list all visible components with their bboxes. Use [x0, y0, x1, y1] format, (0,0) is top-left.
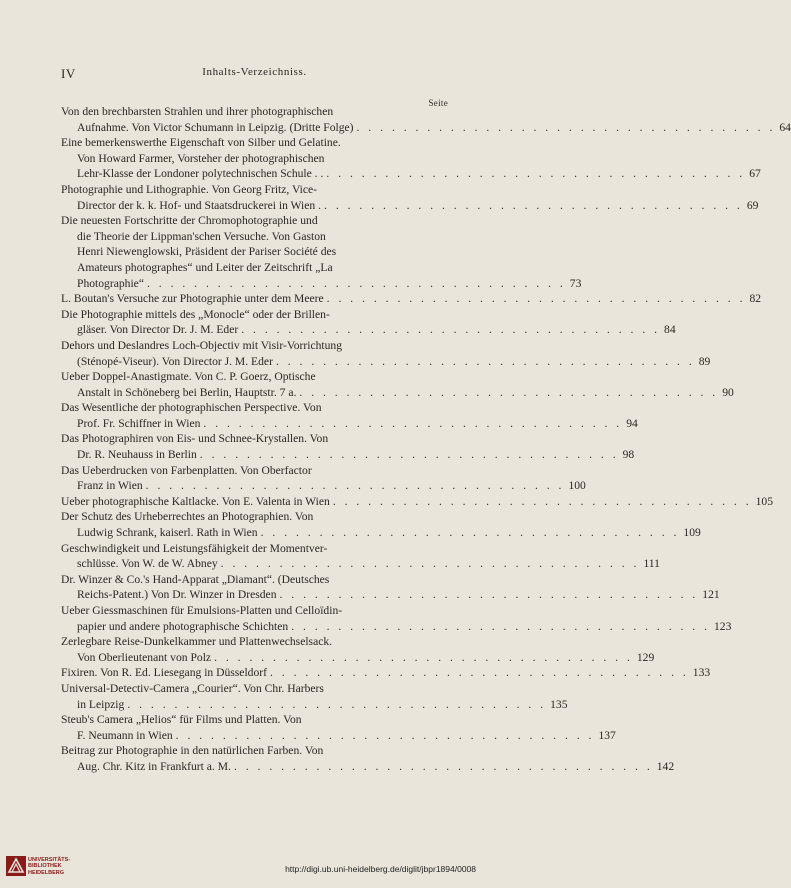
toc-entry — [61, 135, 761, 182]
toc-entry — [61, 541, 660, 572]
toc-page-number: 82 — [749, 292, 762, 306]
toc-entry-line: Die neuesten Fortschritte der Chromophotographie und — [61, 214, 318, 228]
toc-entry-line: Ueber Doppel-Anastigmate. Von C. P. Goerz, Optische — [61, 370, 316, 384]
toc-entry-text: in Leipzig — [77, 697, 125, 711]
toc-entry-text: Reichs-Patent.) Von Dr. Winzer in Dresden — [77, 588, 277, 602]
page-number: IV — [61, 66, 76, 81]
toc-entry — [61, 400, 638, 431]
toc-page-number: 90 — [722, 385, 734, 399]
toc-entry-last-line — [61, 556, 660, 572]
toc-entry — [61, 213, 582, 291]
toc-entry-text: Fixiren. Von R. Ed. Liesegang in Düsseldorf — [61, 666, 267, 680]
library-name-line: HEIDELBERG — [28, 869, 65, 876]
toc-entry — [61, 712, 616, 743]
toc-entry-last-line — [61, 291, 762, 307]
dot-leader: . . . . . . . . . . . . . . . . . . . . . . . . . . . . . . . . . . . . — [299, 385, 719, 399]
dot-leader: . . . . . . . . . . . . . . . . . . . . . . . . . . . . . . . . . . . . — [127, 697, 547, 711]
library-name — [28, 857, 70, 876]
toc-page-number: 94 — [626, 416, 638, 430]
toc-page-number: 105 — [755, 494, 773, 508]
library-name-line: UNIVERSITÄTS- — [28, 857, 71, 863]
toc-entry-last-line — [61, 650, 655, 666]
toc-entry-last-line — [61, 478, 586, 494]
toc-page-number: 135 — [550, 697, 568, 711]
toc-page-number: 137 — [598, 728, 616, 742]
page-column-label: Seite — [428, 98, 448, 108]
toc-entry-last-line — [61, 494, 773, 510]
toc-entry-text: Photographie“ — [77, 276, 144, 290]
toc-entry-line: Photographie und Lithographie. Von Georg Fritz, Vice- — [61, 182, 318, 196]
toc-entry-last-line — [61, 447, 635, 463]
toc-page-number: 133 — [692, 666, 711, 680]
toc-entry-last-line — [61, 198, 759, 214]
toc-entry-line: Dehors und Deslandres Loch-Objectiv mit Visir-Vorrichtung — [61, 338, 343, 352]
toc-page-number: 142 — [656, 759, 675, 773]
toc-page-number: 100 — [568, 479, 586, 493]
toc-entry-text: L. Boutan's Versuche zur Photographie unter dem Meere — [61, 292, 324, 306]
toc-page-number: 84 — [664, 323, 676, 337]
toc-entry — [61, 603, 732, 634]
toc-entry-last-line — [61, 619, 732, 635]
toc-entry-text: (Sténopé-Viseur). Von Director J. M. Eder — [77, 354, 273, 368]
toc-entry-last-line — [61, 759, 675, 775]
page-header — [61, 66, 448, 82]
toc-page-number: 129 — [636, 650, 655, 664]
dot-leader: . . . . . . . . . . . . . . . . . . . . . . . . . . . . . . . . . . . . — [175, 728, 595, 742]
toc-entry-line: Ueber Giessmaschinen für Emulsions-Platten und Celloïdin- — [61, 604, 343, 617]
toc-entry-last-line — [61, 276, 582, 292]
dot-leader: . . . . . . . . . . . . . . . . . . . . . . . . . . . . . . . . . . . . — [270, 666, 689, 680]
dot-leader: . . . . . . . . . . . . . . . . . . . . . . . . . . . . . . . . . . . . — [324, 198, 743, 212]
table-of-contents — [61, 104, 791, 775]
toc-entry-line: Das Wesentliche der photographischen Perspective. Von — [61, 401, 322, 415]
dot-leader: . . . . . . . . . . . . . . . . . . . . . . . . . . . . . . . . . . . . — [279, 588, 699, 602]
toc-entry-line: Beitrag zur Photographie in den natürlichen Farben. Von — [61, 744, 324, 758]
dot-leader: . . . . . . . . . . . . . . . . . . . . . . . . . . . . . . . . . . . . — [199, 448, 619, 462]
toc-entry-line: Von den brechbarsten Strahlen und ihrer photographischen — [61, 105, 334, 118]
source-url-link[interactable]: http://digi.ub.uni-heidelberg.de/diglit/jbpr1894/0008 — [285, 864, 476, 874]
dot-leader: . . . . . . . . . . . . . . . . . . . . . . . . . . . . . . . . . . . . — [326, 292, 746, 306]
toc-entry — [61, 431, 635, 462]
dot-leader: . . . . . . . . . . . . . . . . . . . . . . . . . . . . . . . . . . . . — [356, 120, 776, 134]
toc-entry-line: Universal-Detectiv-Camera „Courier“. Von Chr. Harbers — [61, 681, 324, 695]
toc-entry — [61, 665, 711, 681]
dot-leader: . . . . . . . . . . . . . . . . . . . . . . . . . . . . . . . . . . . . — [214, 650, 633, 664]
dot-leader: . . . . . . . . . . . . . . . . . . . . . . . . . . . . . . . . . . . . — [326, 167, 746, 181]
toc-entry — [61, 681, 568, 712]
toc-entry-line: die Theorie der Lippman'schen Versuche. Von Gaston — [77, 229, 326, 243]
toc-entry — [61, 104, 791, 135]
toc-entry — [61, 572, 720, 603]
dot-leader: . . . . . . . . . . . . . . . . . . . . . . . . . . . . . . . . . . . . — [145, 479, 565, 493]
toc-entry — [61, 182, 759, 213]
dot-leader: . . . . . . . . . . . . . . . . . . . . . . . . . . . . . . . . . . . . — [146, 276, 566, 290]
toc-entry-last-line — [61, 120, 791, 136]
dot-leader: . . . . . . . . . . . . . . . . . . . . . . . . . . . . . . . . . . . . — [203, 416, 623, 430]
toc-entry-text: Prof. Fr. Schiffner in Wien — [77, 416, 201, 430]
university-seal-icon — [6, 856, 26, 876]
toc-entry — [61, 634, 655, 665]
toc-page-number: 109 — [683, 526, 701, 540]
toc-entry-last-line — [61, 697, 568, 713]
toc-entry-last-line — [61, 416, 638, 432]
toc-entry — [61, 463, 586, 494]
dot-leader: . . . . . . . . . . . . . . . . . . . . . . . . . . . . . . . . . . . . — [241, 323, 661, 337]
toc-entry-last-line — [61, 525, 701, 541]
toc-entry-line: Dr. Winzer & Co.'s Hand-Apparat „Diamant“. (Deutsches — [61, 572, 330, 586]
toc-entry — [61, 509, 701, 540]
toc-entry-text: Lehr-Klasse der Londoner polytechnischen Schule . . — [77, 167, 324, 181]
toc-entry-text: Ueber photographische Kaltlacke. Von E. Valenta in Wien — [61, 494, 330, 508]
toc-entry-line: Die Photographie mittels des „Monocle“ oder der Brillen- — [61, 307, 330, 321]
toc-entry-text: Ludwig Schrank, kaiserl. Rath in Wien — [77, 526, 258, 540]
toc-entry-text: Von Oberlieutenant von Polz — [77, 650, 212, 664]
toc-page-number: 64 — [779, 120, 791, 134]
toc-entry-text: Franz in Wien — [77, 479, 143, 493]
toc-entry-text: papier und andere photographische Schichten — [77, 619, 289, 633]
toc-entry — [61, 743, 675, 774]
toc-entry-text: schlüsse. Von W. de W. Abney — [77, 557, 218, 571]
toc-page-number: 69 — [746, 198, 759, 212]
toc-entry-last-line — [61, 728, 616, 744]
toc-entry-line: Zerlegbare Reise-Dunkelkammer und Plattenwechselsack. — [61, 635, 333, 649]
toc-entry-last-line — [61, 354, 711, 370]
toc-entry-text: Aug. Chr. Kitz in Frankfurt a. M. — [77, 759, 231, 773]
toc-entry-last-line — [61, 322, 676, 338]
library-logo — [6, 856, 84, 878]
toc-entry — [61, 494, 773, 510]
toc-page-number: 89 — [698, 354, 711, 368]
toc-entry-text: Anstalt in Schöneberg bei Berlin, Hauptstr. 7 a. — [77, 385, 297, 399]
toc-entry-text: F. Neumann in Wien — [77, 728, 173, 742]
dot-leader: . . . . . . . . . . . . . . . . . . . . . . . . . . . . . . . . . . . . — [332, 494, 752, 508]
toc-entry-line: Eine bemerkenswerthe Eigenschaft von Silber und Gelatine. — [61, 136, 341, 150]
dot-leader: . . . . . . . . . . . . . . . . . . . . . . . . . . . . . . . . . . . . — [275, 354, 695, 368]
page-footer — [0, 854, 482, 888]
toc-entry-line: Von Howard Farmer, Vorsteher der photographischen — [77, 151, 325, 165]
toc-entry-last-line — [61, 166, 761, 182]
running-title: Inhalts-Verzeichniss. — [202, 66, 307, 78]
toc-page-number: 67 — [749, 167, 761, 181]
toc-entry-line: Henri Niewenglowski, Präsident der Pariser Société des — [77, 245, 337, 259]
toc-entry-text: gläser. Von Director Dr. J. M. Eder — [77, 323, 239, 337]
dot-leader: . . . . . . . . . . . . . . . . . . . . . . . . . . . . . . . . . . . . — [233, 759, 653, 773]
toc-page-number: 73 — [569, 276, 582, 290]
library-name-line: BIBLIOTHEK — [28, 863, 62, 870]
toc-entry — [61, 369, 734, 400]
toc-entry-text: Director der k. k. Hof- und Staatsdruckerei in Wien . — [77, 198, 322, 212]
dot-leader: . . . . . . . . . . . . . . . . . . . . . . . . . . . . . . . . . . . . — [220, 557, 640, 571]
dot-leader: . . . . . . . . . . . . . . . . . . . . . . . . . . . . . . . . . . . . — [291, 619, 710, 633]
toc-entry-line: Das Photographiren von Eis- und Schnee-Krystallen. Von — [61, 432, 329, 446]
toc-page-number: 121 — [702, 588, 720, 602]
toc-entry-last-line — [61, 385, 734, 401]
toc-entry — [61, 338, 711, 369]
toc-page-number: 98 — [622, 448, 635, 462]
toc-entry-line: Das Ueberdrucken von Farbenplatten. Von Oberfactor — [61, 463, 312, 477]
toc-entry-text: Aufnahme. Von Victor Schumann in Leipzig. (Dritte Folge) — [77, 120, 354, 134]
toc-entry-last-line — [61, 665, 711, 681]
toc-entry-last-line — [61, 587, 720, 603]
toc-entry-line: Steub's Camera „Helios“ für Films und Platten. Von — [61, 713, 302, 727]
toc-entry-text: Dr. R. Neuhauss in Berlin — [77, 448, 197, 462]
toc-page-number: 111 — [643, 557, 660, 571]
toc-entry-line: Geschwindigkeit und Leistungsfähigkeit der Momentver- — [61, 541, 328, 555]
toc-entry — [61, 291, 762, 307]
dot-leader: . . . . . . . . . . . . . . . . . . . . . . . . . . . . . . . . . . . . — [260, 526, 680, 540]
toc-entry-line: Amateurs photographes“ und Leiter der Zeitschrift „La — [77, 260, 333, 274]
toc-entry — [61, 307, 676, 338]
toc-page-number: 123 — [714, 619, 732, 633]
toc-entry-line: Der Schutz des Urheberrechtes an Photographien. Von — [61, 510, 314, 524]
